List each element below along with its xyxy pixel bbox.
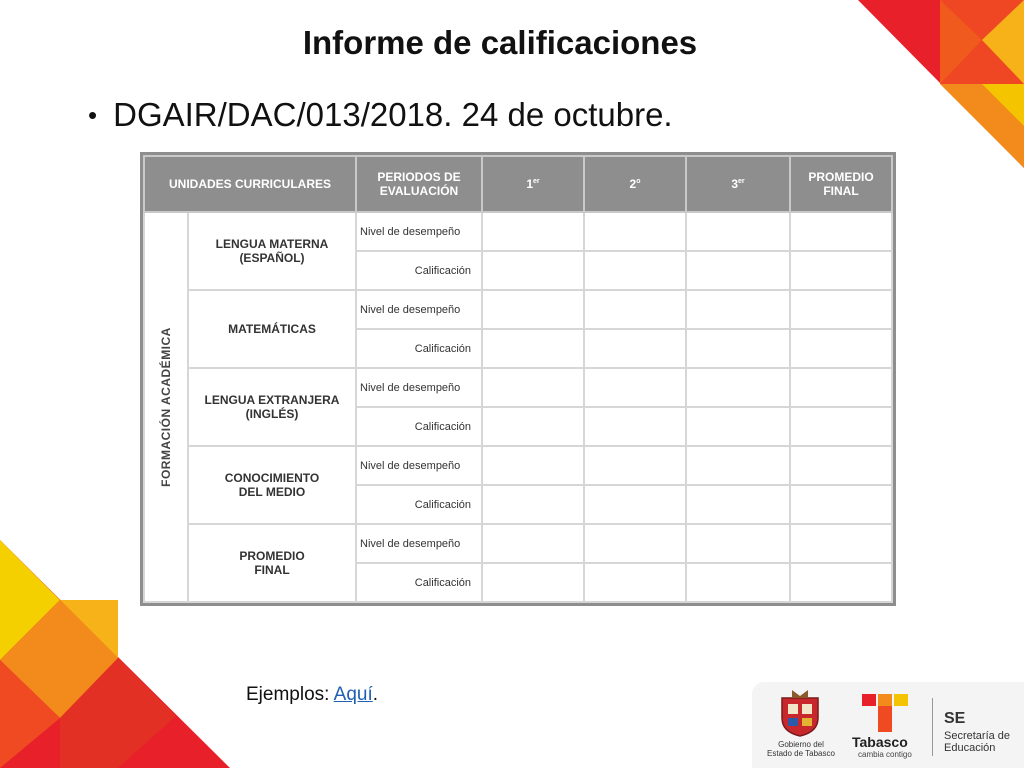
header-unidades: UNIDADES CURRICULARES bbox=[144, 156, 356, 212]
grade-cell bbox=[790, 524, 892, 563]
grade-cell bbox=[482, 329, 584, 368]
grade-cell bbox=[686, 563, 790, 602]
grade-cell bbox=[686, 407, 790, 446]
grade-cell bbox=[790, 563, 892, 602]
row-label-nivel: Nivel de desempeño bbox=[356, 212, 482, 251]
bullet-text: DGAIR/DAC/013/2018. 24 de octubre. bbox=[113, 96, 673, 133]
table-row bbox=[144, 524, 892, 563]
grade-cell bbox=[790, 212, 892, 251]
grade-cell bbox=[482, 212, 584, 251]
header-periodos: PERIODOS DE EVALUACIÓN bbox=[356, 156, 482, 212]
grade-cell bbox=[790, 290, 892, 329]
row-label-nivel: Nivel de desempeño bbox=[356, 290, 482, 329]
bullet-item bbox=[88, 96, 673, 134]
subject-conocimiento-del-medio: CONOCIMIENTO DEL MEDIO bbox=[188, 446, 356, 524]
grade-cell bbox=[790, 329, 892, 368]
grade-cell bbox=[482, 524, 584, 563]
grade-cell bbox=[686, 290, 790, 329]
row-label-calificacion: Calificación bbox=[356, 251, 482, 290]
subject-matematicas: MATEMÁTICAS bbox=[188, 290, 356, 368]
side-label-formacion: FORMACIÓN ACADÉMICA bbox=[159, 327, 173, 487]
row-label-nivel: Nivel de desempeño bbox=[356, 524, 482, 563]
grade-cell bbox=[584, 524, 686, 563]
grade-cell bbox=[482, 407, 584, 446]
examples-line bbox=[246, 684, 378, 706]
grade-cell bbox=[790, 407, 892, 446]
table-row bbox=[144, 212, 892, 251]
grade-cell bbox=[584, 485, 686, 524]
grade-cell bbox=[686, 251, 790, 290]
grade-cell bbox=[482, 368, 584, 407]
footer-logos bbox=[752, 682, 1024, 768]
se-logo-caption: Secretaría de Educación bbox=[944, 730, 1011, 754]
logo-divider bbox=[932, 698, 933, 756]
grade-cell bbox=[584, 251, 686, 290]
grade-cell bbox=[584, 563, 686, 602]
grade-cell bbox=[584, 212, 686, 251]
grade-cell bbox=[584, 446, 686, 485]
gobierno-caption: Gobierno del Estado de Tabasco bbox=[767, 740, 835, 758]
grade-cell bbox=[686, 212, 790, 251]
grade-cell bbox=[482, 446, 584, 485]
grade-cell bbox=[584, 368, 686, 407]
row-label-calificacion: Calificación bbox=[356, 563, 482, 602]
header-period-2: 2$^o$ bbox=[584, 156, 686, 212]
tabasco-wordmark: Tabasco bbox=[852, 734, 908, 750]
bullet-dot-icon: • bbox=[88, 99, 98, 130]
table-row bbox=[144, 446, 892, 485]
slide-title: Informe de calificaciones bbox=[302, 24, 698, 61]
row-label-calificacion: Calificación bbox=[356, 329, 482, 368]
grade-cell bbox=[482, 485, 584, 524]
header-period-3: 3er bbox=[686, 156, 790, 212]
header-promedio-final: PROMEDIO FINAL bbox=[790, 156, 892, 212]
grade-cell bbox=[686, 329, 790, 368]
grade-cell bbox=[790, 446, 892, 485]
table-header-row bbox=[144, 156, 892, 212]
row-label-nivel: Nivel de desempeño bbox=[356, 368, 482, 407]
grade-cell bbox=[686, 524, 790, 563]
subject-promedio-final: PROMEDIO FINAL bbox=[188, 524, 356, 602]
tabasco-t-logo-icon bbox=[860, 692, 910, 734]
grade-cell bbox=[482, 290, 584, 329]
row-label-calificacion: Calificación bbox=[356, 485, 482, 524]
se-logo-title: SE bbox=[944, 710, 966, 727]
grade-cell bbox=[584, 407, 686, 446]
subject-lengua-materna: LENGUA MATERNA (ESPAÑOL) bbox=[188, 212, 356, 290]
grade-cell bbox=[482, 563, 584, 602]
grade-cell bbox=[790, 368, 892, 407]
subject-lengua-extranjera: LENGUA EXTRANJERA (INGLÉS) bbox=[188, 368, 356, 446]
table-row bbox=[144, 368, 892, 407]
table-row bbox=[144, 290, 892, 329]
state-seal-icon bbox=[778, 688, 822, 738]
header-period-1: 1er bbox=[482, 156, 584, 212]
grade-cell bbox=[686, 368, 790, 407]
row-label-calificacion: Calificación bbox=[356, 407, 482, 446]
grade-cell bbox=[790, 485, 892, 524]
side-label-cell bbox=[144, 212, 188, 602]
grade-cell bbox=[686, 446, 790, 485]
grade-cell bbox=[482, 251, 584, 290]
examples-link[interactable]: Aquí bbox=[333, 684, 373, 705]
examples-label: Ejemplos: bbox=[246, 684, 330, 705]
grades-report-table bbox=[143, 155, 893, 603]
grade-cell bbox=[584, 290, 686, 329]
row-label-nivel: Nivel de desempeño bbox=[356, 446, 482, 485]
tabasco-slogan: cambia contigo bbox=[858, 750, 912, 759]
grade-cell bbox=[686, 485, 790, 524]
grade-cell bbox=[584, 329, 686, 368]
examples-period: . bbox=[372, 684, 379, 705]
grade-cell bbox=[790, 251, 892, 290]
